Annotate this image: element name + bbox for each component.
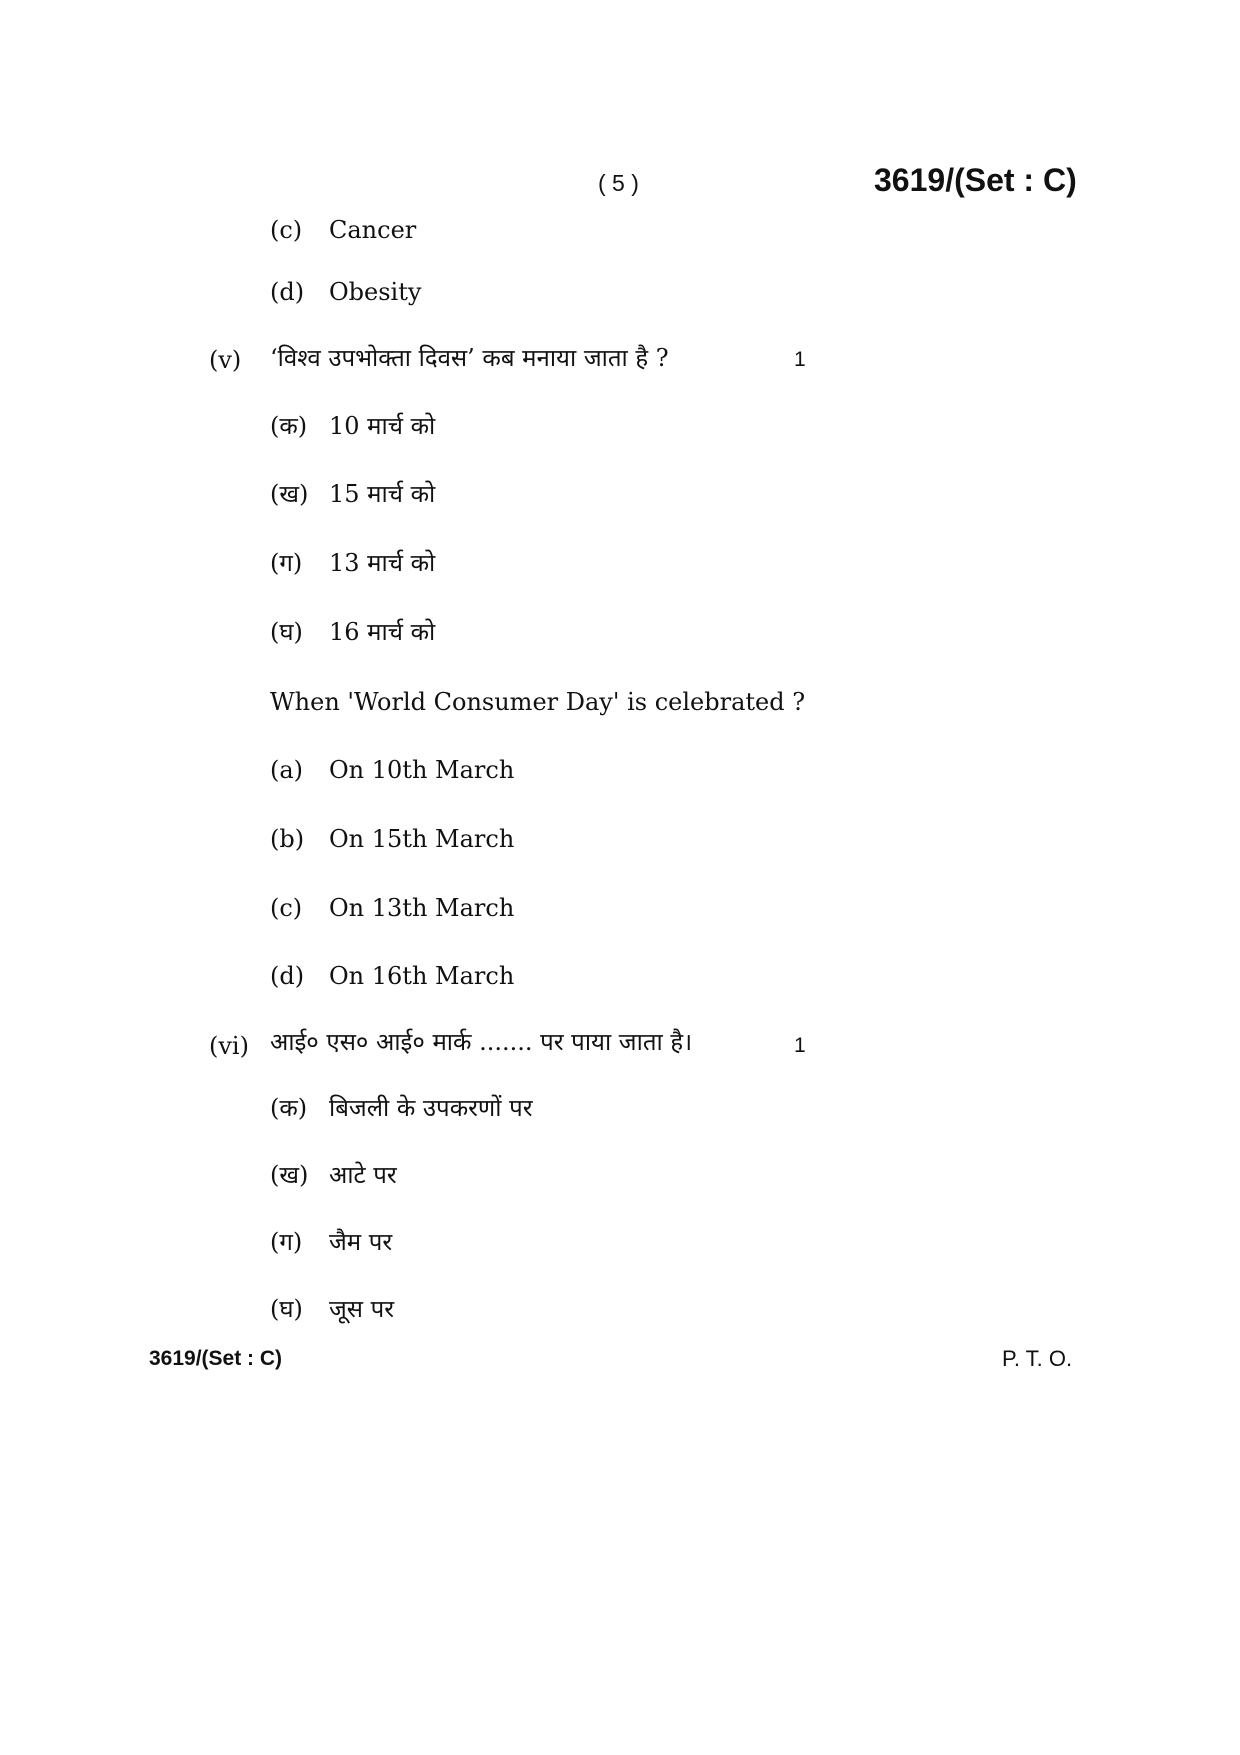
option-label: (घ)	[270, 618, 303, 646]
option-label: (b)	[270, 825, 305, 853]
page-number: ( 5 )	[598, 170, 639, 196]
option-text: 10 मार्च को	[329, 412, 436, 440]
option-text: जूस पर	[329, 1295, 395, 1323]
option-text: On 15th March	[329, 825, 515, 853]
option-text: 16 मार्च को	[329, 618, 436, 646]
option-label: (a)	[270, 756, 304, 784]
question-marks: 1	[794, 348, 806, 371]
option-text: Obesity	[329, 278, 422, 306]
option-label: (ग)	[270, 1228, 303, 1256]
option-label: (क)	[270, 412, 308, 440]
option-text: बिजली के उपकरणों पर	[329, 1094, 533, 1122]
option-text: आटे पर	[329, 1161, 397, 1189]
question-number: (vi)	[209, 1032, 249, 1060]
question-text-hindi: ‘विश्व उपभोक्ता दिवस’ कब मनाया जाता है ?	[270, 344, 669, 372]
option-label: (क)	[270, 1094, 308, 1122]
question-text-hindi: आई० एस० आई० मार्क ....... पर पाया जाता है।	[270, 1028, 693, 1056]
option-label: (d)	[270, 278, 305, 306]
option-label: (c)	[270, 894, 303, 922]
option-label: (ख)	[270, 480, 309, 508]
option-text: Cancer	[329, 216, 417, 244]
option-label: (ख)	[270, 1161, 309, 1189]
option-label: (घ)	[270, 1295, 303, 1323]
option-text: On 13th March	[329, 894, 515, 922]
option-text: जैम पर	[329, 1228, 393, 1256]
paper-code-footer: 3619/(Set : C)	[149, 1347, 283, 1370]
option-label: (d)	[270, 962, 305, 990]
question-number: (v)	[209, 346, 242, 374]
question-text-english: When 'World Consumer Day' is celebrated ?	[270, 688, 806, 716]
option-text: On 10th March	[329, 756, 515, 784]
option-text: 15 मार्च को	[329, 480, 436, 508]
option-text: 13 मार्च को	[329, 549, 436, 577]
option-label: (ग)	[270, 549, 303, 577]
option-label: (c)	[270, 216, 303, 244]
pto-label: P. T. O.	[1002, 1346, 1073, 1371]
option-text: On 16th March	[329, 962, 515, 990]
paper-code-header: 3619/(Set : C)	[874, 162, 1077, 198]
question-marks: 1	[794, 1034, 806, 1057]
